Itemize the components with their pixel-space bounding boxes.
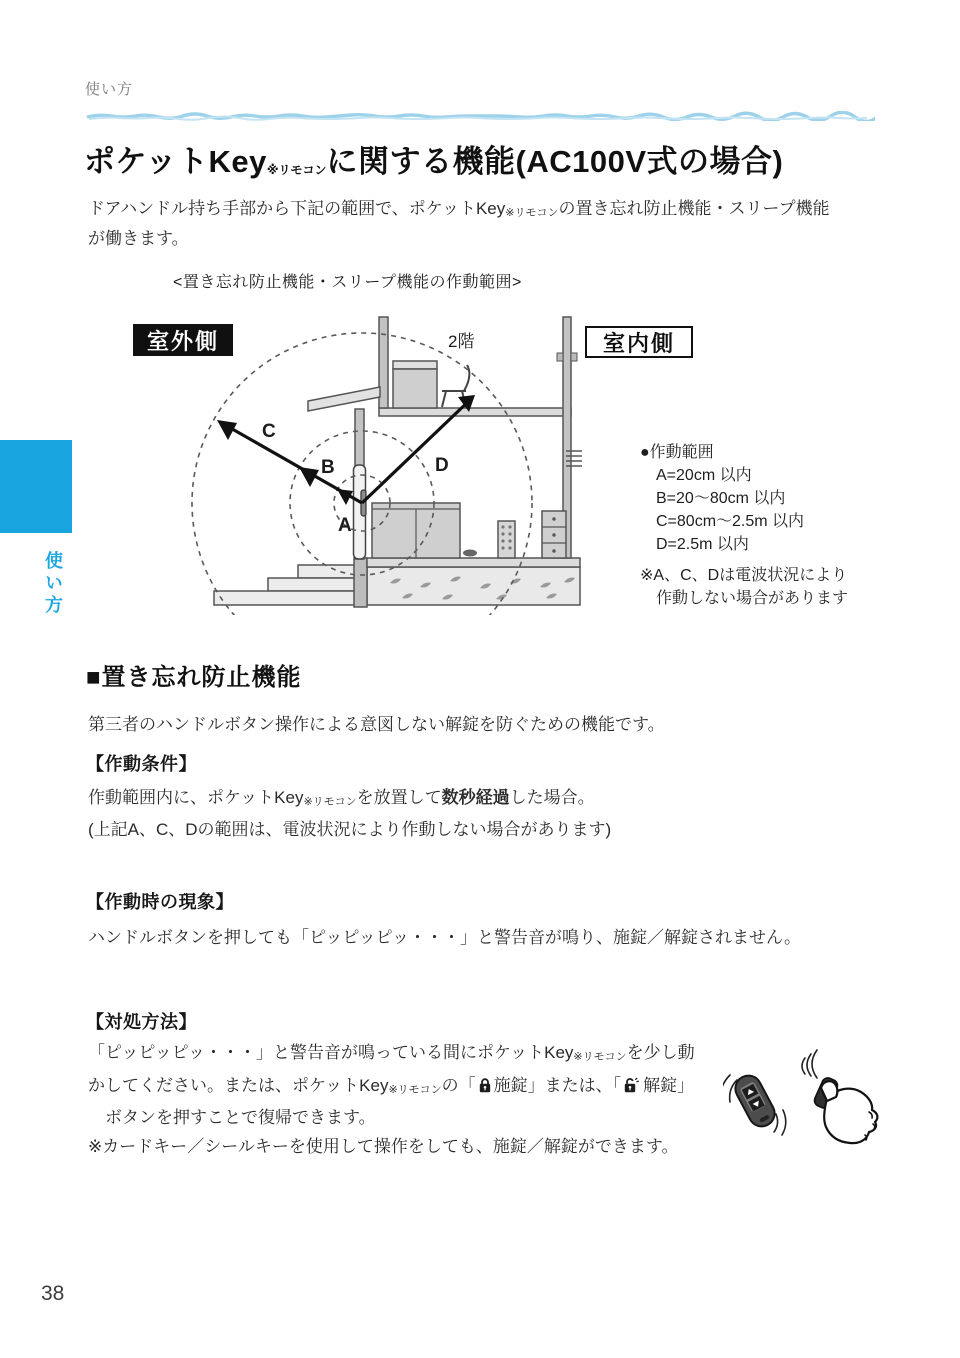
indoor-side-label: 室内側 — [585, 326, 693, 358]
lock-closed-icon — [478, 1074, 492, 1103]
intro-paragraph — [88, 196, 898, 252]
wavy-divider — [85, 111, 875, 121]
condition-heading: 【作動条件】 — [86, 754, 197, 774]
legend-item-d: D=2.5m 以内 — [656, 536, 749, 553]
solution-unlock-label: 解錠」 — [643, 1075, 695, 1095]
condition-remocon-note: ※リモコン — [303, 796, 357, 808]
key-fob-icon — [731, 1071, 779, 1131]
section-heading: ■置き忘れ防止機能 — [86, 664, 302, 691]
legend-item-a: A=20cm 以内 — [656, 467, 752, 484]
condition-bold-seconds: 数秒経過 — [441, 788, 510, 807]
floor2-label: 2階 — [448, 332, 475, 351]
page-title — [84, 136, 783, 181]
breadcrumb: 使い方 — [85, 81, 134, 98]
intro-line1-post: の置き忘れ防止機能・スリープ機能 — [558, 199, 830, 218]
radio-waves-icon — [802, 1050, 817, 1078]
diagram-caption: <置き忘れ防止機能・スリープ機能の作動範囲> — [173, 274, 522, 291]
solution-remocon-note-1: ※リモコン — [573, 1051, 627, 1063]
range-label-b: B — [321, 457, 335, 478]
legend-note-line2: 作動しない場合があります — [656, 590, 849, 607]
window-latch — [557, 353, 563, 361]
phenomenon-heading: 【作動時の現象】 — [86, 892, 234, 912]
slipper — [463, 550, 477, 557]
door-foundation — [354, 558, 367, 607]
solution-line1-post: を少し動 — [626, 1043, 695, 1062]
page-title-main: ポケットKey — [84, 144, 267, 179]
hand-icon — [821, 1081, 877, 1143]
range-label-d: D — [435, 455, 449, 476]
chapter-tab-label: 使い方 — [43, 551, 63, 617]
range-label-c: C — [262, 421, 276, 442]
solution-line1: 「ピッピッピッ・・・」と警告音が鳴っている間にポケットKey — [88, 1043, 574, 1062]
solution-line4: ※カードキー／シールキーを使用して操作をしても、施錠／解錠ができます。 — [88, 1136, 679, 1156]
entrance-steps — [214, 565, 356, 605]
cabinet-2f — [393, 369, 437, 408]
legend-item-b: B=20〜80cm 以内 — [656, 490, 786, 507]
umbrella-stand — [498, 521, 515, 558]
intro-remocon-note: ※リモコン — [505, 207, 559, 219]
remote-key-illustration — [723, 1046, 893, 1151]
outdoor-side-label: 室外側 — [133, 324, 233, 356]
condition-line2: (上記A、C、Dの範囲は、電波状況により作動しない場合があります) — [88, 820, 612, 839]
house-range-diagram — [140, 315, 600, 615]
range-legend — [640, 441, 848, 610]
solution-lock-label: 施錠」または、「 — [493, 1075, 622, 1095]
page-title-rest: に関する機能(AC100V式の場合) — [326, 144, 784, 179]
window-latch-2 — [571, 353, 577, 361]
chapter-tab — [0, 440, 72, 533]
condition-line1-mid: を放置して — [356, 788, 442, 807]
second-floor-slab — [379, 408, 571, 416]
legend-note-line1: ※A、C、Dは電波状況により — [640, 567, 848, 584]
phenomenon-body: ハンドルボタンを押しても「ピッピッピッ・・・」と警告音が鳴り、施錠／解錠されません。 — [88, 928, 801, 947]
solution-remocon-note-2: ※リモコン — [388, 1083, 442, 1096]
lock-open-icon — [623, 1074, 641, 1103]
condition-line1: 作動範囲内に、ポケットKey — [88, 788, 304, 807]
page-number: 38 — [41, 1282, 65, 1305]
cabinet-top — [393, 361, 437, 369]
entrance-canopy — [308, 387, 380, 411]
condition-body — [88, 784, 611, 843]
legend-item-c: C=80cm〜2.5m 以内 — [656, 513, 805, 530]
solution-heading: 【対処方法】 — [86, 1012, 197, 1032]
legend-title: ●作動範囲 — [640, 444, 714, 461]
solution-line2: かしてください。または、ポケットKey — [88, 1075, 389, 1095]
page-title-remocon-note: ※リモコン — [266, 163, 327, 177]
solution-line3: ボタンを押すことで復帰できます。 — [105, 1108, 376, 1127]
solution-line2-mid: の「 — [441, 1075, 476, 1095]
range-label-a: A — [338, 515, 352, 536]
intro-line1: ドアハンドル持ち手部から下記の範囲で、ポケットKey — [88, 199, 506, 218]
intro-line2: が働きます。 — [88, 229, 189, 248]
solution-body — [88, 1039, 748, 1161]
condition-line1-post: した場合。 — [509, 788, 595, 807]
section-description: 第三者のハンドルボタン操作による意図しない解錠を防ぐための機能です。 — [88, 715, 665, 734]
